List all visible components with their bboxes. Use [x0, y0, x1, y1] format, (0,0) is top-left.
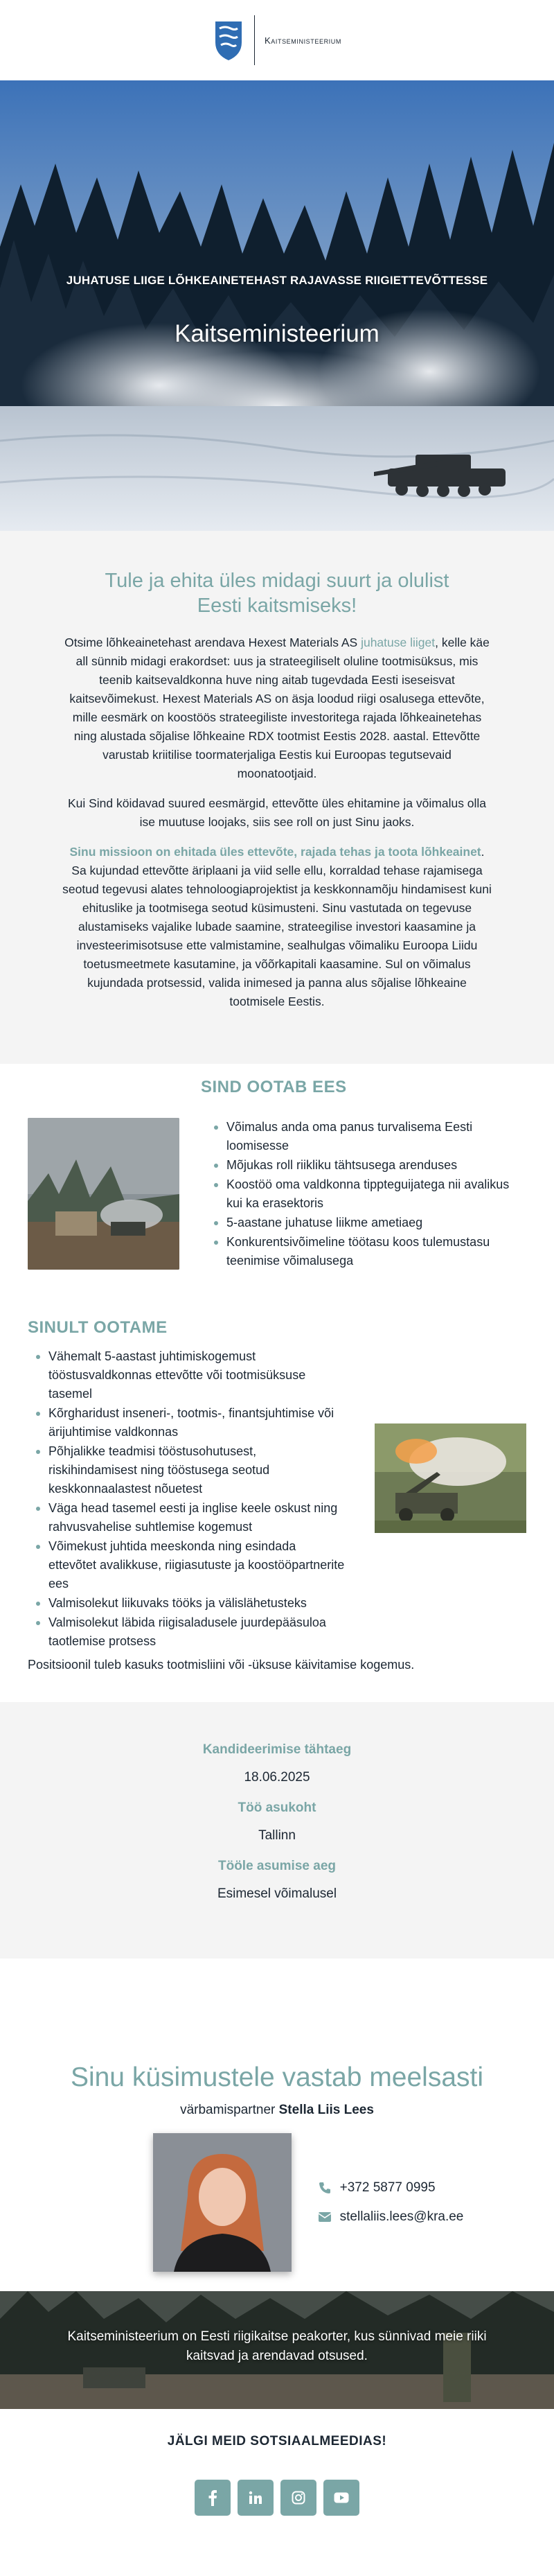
social-icons [0, 2480, 554, 2516]
contact-subtitle [0, 2103, 554, 2118]
social-section [0, 2409, 554, 2543]
offers-heading: SIND OOTAB EES [201, 1078, 347, 1096]
list-item: Väga head tasemel eesti ja inglise keele oskust ning rahvusvahelise suhtlemise kogemust [36, 1499, 347, 1536]
hero-title: Kaitseministeerium [175, 320, 379, 347]
location-value: Tallinn [258, 1828, 296, 1843]
contact-name: Stella Liis Lees [278, 2103, 374, 2117]
intro-paragraph-2: Kui Sind köidavad suured eesmärgid, ettevõtte üles ehitamine ja võimalus olla ise muutuse loojaks, siis see roll on just Sinu jaoks. [67, 796, 487, 829]
email-line[interactable] [318, 2209, 464, 2225]
intro-p1-start: Otsime lõhkeainetehast arendava Hexest Materials AS [64, 636, 361, 649]
list-item: Vähemalt 5-aastast juhtimiskogemust tööstusvaldkonnas ettevõtte või tootmisüksuse tasemel [36, 1347, 347, 1403]
hero-banner [0, 80, 554, 531]
social-heading: JÄLGI MEID SOTSIAALMEEDIAS! [167, 2434, 387, 2448]
howitzer-photo [375, 1423, 526, 1575]
list-item: 5-aastane juhatuse liikme ametiaeg [214, 1213, 526, 1232]
phone-number[interactable]: +372 5877 0995 [339, 2180, 436, 2195]
mission-highlight: Sinu missioon on ehitada üles ettevõte, rajada tehas ja toota lõhkeainet [69, 845, 481, 859]
expectations-heading: SINULT OOTAME [28, 1318, 168, 1337]
linkedin-icon[interactable] [238, 2480, 274, 2516]
start-label: Tööle asumise aeg [217, 1859, 336, 1873]
phone-line[interactable] [318, 2180, 464, 2196]
field-photo [28, 1118, 179, 1270]
email-address[interactable]: stellaliis.lees@kra.ee [339, 2209, 464, 2224]
hero-content [0, 80, 554, 531]
list-item: Valmisolekut läbida riigisaladusele juurdepääsuloa taotlemise protsess [36, 1613, 347, 1651]
footer-banner [0, 2291, 554, 2409]
list-item: Võimekust juhtida meeskonda ning esindada ettevõtet avalikkuse, riigiasutuste ja koostööpartnerite ees [36, 1537, 347, 1593]
coat-of-arms-icon [213, 19, 244, 62]
mission-text: . Sa kujundad ettevõtte äriplaani ja viid selle ellu, korraldad tehase rajamisega seotud tegevusi alates tehnoloogiaprojektist ja keskkonnamõju hindamisest kuni ehituslike ja tootmisega seotud küsimusteni. Sinu vastutada on tegevuse alustamiseks vajalike lubade saamine, strateegilise investori kaasamine ja investeerimisotsuse ette valmistamine, sealhulgas võimaliku Euroopa Liidu toetusmeetmete kasutamine, ja võõrkapitali kaasamine. Sul on võimalus kujundada protsessid, valida inimesed ja panna alus sõjalise lõhkeaine tootmisele Eestis. [62, 845, 492, 1008]
expectations-section [0, 1299, 554, 1702]
facebook-icon[interactable] [195, 2480, 231, 2516]
intro-role-link[interactable]: juhatuse liiget [361, 636, 436, 649]
location-label: Töö asukoht [238, 1800, 316, 1815]
list-item: Mõjukas roll riikliku tähtsusega arenduses [214, 1156, 526, 1175]
youtube-icon[interactable] [323, 2480, 359, 2516]
offers-section [0, 1064, 554, 1299]
logo-text: Kaitseministeerium [265, 35, 341, 46]
list-item: Põhjalikke teadmisi tööstusohutusest, riskihindamisest ning tööstusega seotud keskkonnaalastest nõuetest [36, 1442, 347, 1498]
contact-heading: Sinu küsimustele vastab meelsasti [70, 2062, 484, 2092]
offers-list [193, 1118, 526, 1271]
contact-portrait [153, 2133, 292, 2272]
start-value: Esimesel võimalusel [217, 1886, 337, 1901]
expectations-list [28, 1347, 347, 1651]
intro-heading: Tule ja ehita üles midagi suurt ja olulist Eesti kaitsmiseks! [105, 570, 449, 617]
hero-kicker: JUHATUSE LIIGE LÕHKEAINETEHAST RAJAVASSE RIIGIETTEVÕTTESSE [66, 274, 488, 287]
footer-banner-text: Kaitseministeerium on Eesti riigikaitse peakorter, kus sünnivad meie riiki kaitsvad ja arendavad otsused. [67, 2329, 487, 2363]
intro-paragraph-3 [62, 843, 492, 1011]
contact-section [0, 1959, 554, 2291]
phone-icon [318, 2181, 332, 2195]
deadline-label: Kandideerimise tähtaeg [202, 1742, 352, 1757]
details-section [0, 1702, 554, 1959]
deadline-value: 18.06.2025 [244, 1770, 310, 1785]
instagram-icon[interactable] [280, 2480, 316, 2516]
contact-details [318, 2166, 464, 2238]
intro-section [0, 531, 554, 1064]
intro-paragraph-1 [62, 633, 492, 783]
site-header [0, 0, 554, 80]
list-item: Koostöö oma valdkonna tippteguijatega nii avalikus kui ka erasektoris [214, 1175, 526, 1213]
list-item: Konkurentsivõimeline töötasu koos tulemustasu teenimise võimalusega [214, 1233, 526, 1270]
list-item: Kõrgharidust inseneri-, tootmis-, finantsjuhtimise või ärijuhtimise valdkonnas [36, 1404, 347, 1442]
contact-row [62, 2133, 554, 2272]
logo[interactable] [213, 15, 341, 65]
contact-role: värbamispartner [180, 2103, 279, 2117]
list-item: Võimalus anda oma panus turvalisema Eesti loomisesse [214, 1118, 526, 1155]
expectations-note: Positsioonil tuleb kasuks tootmisliini või -üksuse käivitamise kogemus. [28, 1658, 415, 1672]
envelope-icon [318, 2211, 332, 2223]
intro-p1-end: , kelle käe all sünnib midagi erakordset: uus ja strateegiliselt oluline tootmisüksus, mis teenib kaitsevaldkonna huve ning aitab tugevdada Eesti iseseisvat kaitsevõimekust. Hexest Materials AS on äsja loodud riigi osalusega ettevõte, mille eesmärk on koostöös strateegiliste investoritega rajada lõhkeainetehas ning alustada sõjalise lõhkeaine RDX tootmist Eestis 2028. aastal. Ettevõtte varustab kriitilise toormaterjaliga Eestis kui Euroopas tegutsevaid moonatootjaid. [69, 636, 490, 780]
expectations-row [28, 1347, 526, 1651]
list-item: Valmisolekut liikuvaks tööks ja välislähetusteks [36, 1594, 347, 1613]
logo-divider [254, 15, 255, 65]
